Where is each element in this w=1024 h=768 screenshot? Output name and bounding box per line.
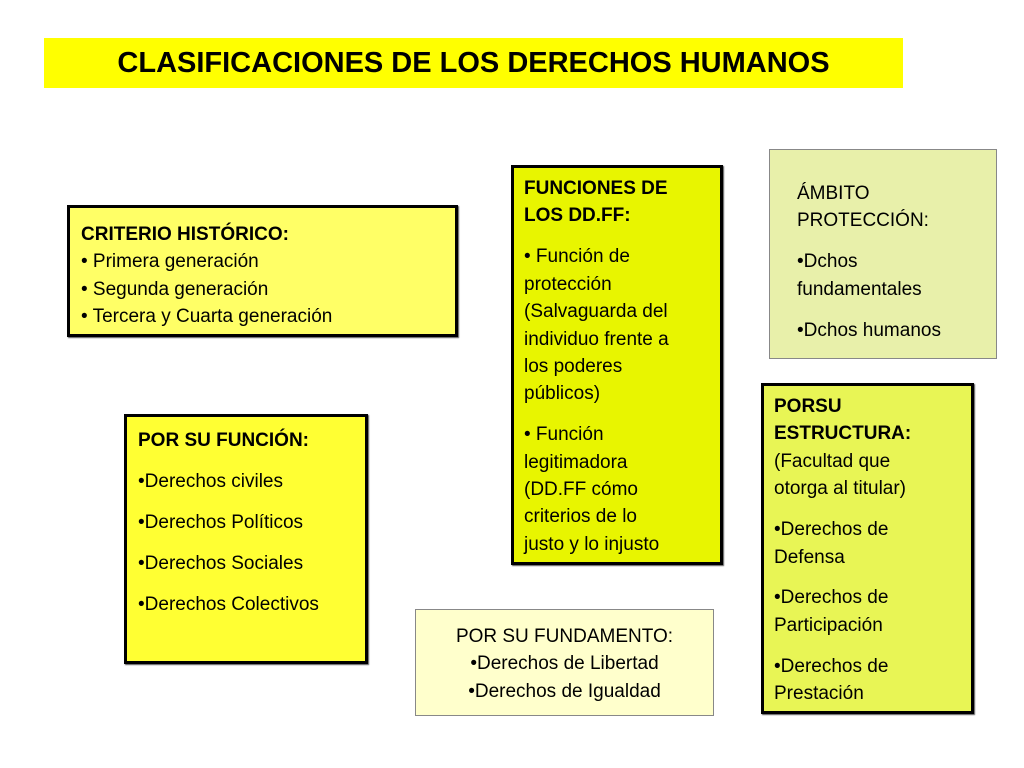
funciones-box (511, 165, 723, 565)
list-item: • Función de (524, 246, 630, 268)
box-heading: ÁMBITO (797, 183, 870, 204)
list-item-text: justo y lo injusto (524, 533, 660, 555)
list-item: •Dchos humanos (797, 319, 941, 341)
criterio-historico-box (67, 205, 458, 337)
box-heading: PORSU (774, 396, 842, 417)
list-item: • Segunda generación (81, 278, 269, 300)
list-item-text: los poderes (524, 355, 623, 377)
slide-title: CLASIFICACIONES DE LOS DERECHOS HUMANOS (44, 38, 903, 88)
list-item-text: individuo frente a (524, 328, 669, 350)
estructura-box (761, 383, 974, 714)
list-item: •Derechos de Igualdad (468, 680, 661, 702)
list-item-text: Defensa (774, 546, 845, 568)
box-subheading: otorga al titular) (774, 478, 907, 500)
box-subheading: (Facultad que (774, 450, 891, 472)
list-item: •Derechos de (774, 519, 889, 541)
list-item-text: fundamentales (797, 278, 922, 300)
list-item: •Derechos Sociales (138, 552, 304, 574)
list-item: •Derechos de Libertad (470, 653, 659, 675)
ambito-box (769, 149, 997, 359)
list-item-text: legitimadora (524, 451, 628, 473)
box-heading: LOS DD.FF: (524, 205, 631, 227)
por-su-fundamento-box (415, 609, 714, 716)
box-heading: POR SU FUNDAMENTO: (455, 626, 674, 647)
list-item: • Primera generación (81, 251, 259, 273)
list-item-text: Participación (774, 614, 883, 636)
list-item-text: criterios de lo (524, 506, 637, 528)
box-heading: POR SU FUNCIÓN: (138, 430, 309, 451)
list-item: •Derechos Colectivos (138, 593, 319, 615)
list-item: •Derechos de (774, 655, 889, 677)
list-item-text: (Salvaguarda del (524, 301, 668, 323)
list-item: •Derechos de (774, 587, 889, 609)
list-item: • Función (524, 424, 604, 446)
list-item-text: Prestación (774, 683, 864, 705)
por-su-funcion-box (124, 414, 368, 664)
list-item: •Derechos Políticos (138, 511, 304, 533)
box-heading: ESTRUCTURA: (774, 423, 912, 445)
list-item-text: (DD.FF cómo (524, 479, 638, 501)
list-item-text: públicos) (524, 383, 601, 405)
list-item-text: protección (524, 273, 612, 295)
box-heading: PROTECCIÓN: (797, 210, 929, 232)
list-item: • Tercera y Cuarta generación (81, 306, 333, 328)
box-heading: FUNCIONES DE (524, 178, 668, 199)
list-item: •Dchos (797, 251, 858, 273)
list-item: •Derechos civiles (138, 470, 283, 492)
box-heading: CRITERIO HISTÓRICO: (81, 224, 289, 245)
